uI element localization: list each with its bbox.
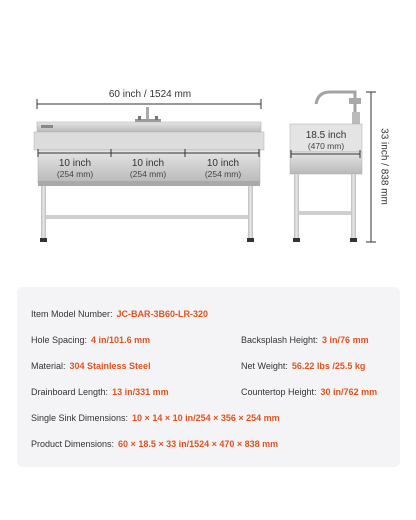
width-label: 60 inch / 1524 mm: [108, 89, 192, 100]
compartment-2-inch: 10 inch: [131, 158, 165, 169]
spec-drainboard-label: Drainboard Length:: [31, 387, 109, 397]
spec-net-weight: [241, 361, 365, 371]
spec-single-sink-label: Single Sink Dimensions:: [31, 413, 129, 423]
height-dimension-line: [366, 92, 376, 242]
spec-product-dims-label: Product Dimensions:: [31, 439, 115, 449]
spec-model-value: JC-BAR-3B60-LR-320: [116, 309, 209, 319]
spec-drainboard-value: 13 in/331 mm: [112, 387, 169, 397]
spec-model-label: Item Model Number:: [31, 309, 113, 319]
compartment-2-label: [113, 158, 183, 180]
spec-model: [31, 309, 208, 319]
spec-drainboard: [31, 387, 169, 397]
depth-label: [290, 130, 362, 152]
spec-hole-spacing-value: 4 in/101.6 mm: [91, 335, 151, 345]
spec-countertop-label: Countertop Height:: [241, 387, 317, 397]
spec-backsplash-label: Backsplash Height:: [241, 335, 319, 345]
spec-hole-spacing: [31, 335, 150, 345]
compartment-2-mm: (254 mm): [129, 169, 167, 179]
spec-countertop-value: 30 in/762 mm: [320, 387, 378, 397]
spec-material-value: 304 Stainless Steel: [69, 361, 151, 371]
compartment-3-mm: (254 mm): [204, 169, 242, 179]
spec-countertop: [241, 387, 377, 397]
spec-net-weight-label: Net Weight:: [241, 361, 288, 371]
side-legs: [294, 174, 356, 239]
spec-product-dims-value: 60 × 18.5 × 33 in/1524 × 470 × 838 mm: [118, 439, 279, 449]
compartment-1-inch: 10 inch: [58, 158, 92, 169]
front-legs: [41, 186, 253, 239]
spec-net-weight-value: 56.22 lbs /25.5 kg: [291, 361, 366, 371]
front-backsplash: [37, 122, 261, 132]
front-faucet: [135, 107, 161, 124]
spec-single-sink-value: 10 × 14 × 10 in/254 × 356 × 254 mm: [132, 413, 280, 423]
side-backsplash: [352, 112, 360, 124]
compartment-3-inch: 10 inch: [206, 158, 240, 169]
compartment-1-label: [40, 158, 110, 180]
spec-hole-spacing-label: Hole Spacing:: [31, 335, 88, 345]
depth-mm: (470 mm): [307, 141, 345, 151]
spec-backsplash: [241, 335, 369, 345]
spec-backsplash-value: 3 in/76 mm: [322, 335, 369, 345]
front-deck: [34, 132, 264, 150]
spec-product-dims: [31, 439, 278, 449]
spec-material-label: Material:: [31, 361, 66, 371]
height-label: 33 inch / 838 mm: [378, 128, 390, 205]
compartment-1-mm: (254 mm): [56, 169, 94, 179]
depth-inch: 18.5 inch: [305, 130, 347, 141]
compartment-3-label: [188, 158, 258, 180]
spec-single-sink: [31, 413, 280, 423]
spec-material: [31, 361, 151, 371]
